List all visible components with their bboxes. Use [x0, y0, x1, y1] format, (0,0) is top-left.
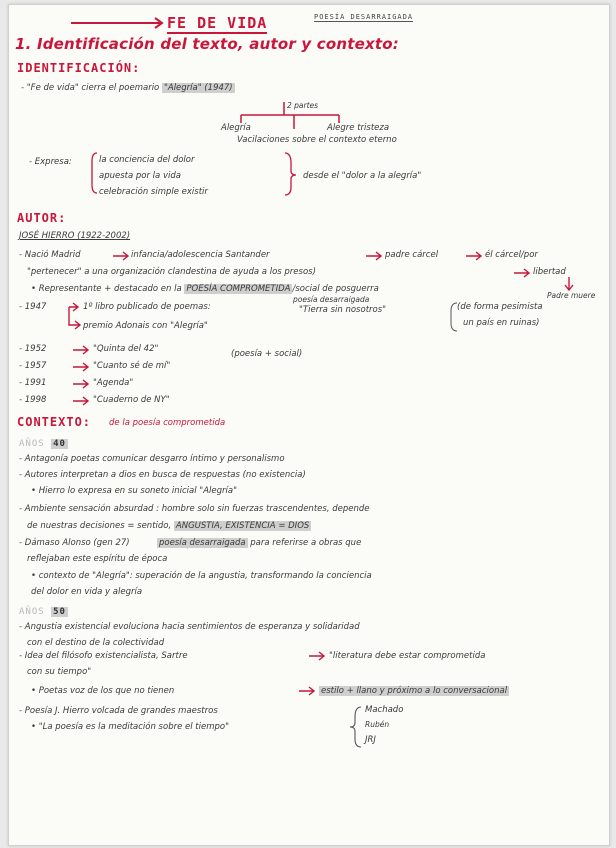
- work-year-3: - 1991: [19, 378, 47, 388]
- master-3: JRJ: [365, 735, 376, 745]
- master-2: Rubén: [365, 720, 390, 729]
- years-50-label: AÑOS 50: [19, 607, 66, 617]
- ctx-line-13: con su tiempo": [27, 667, 92, 677]
- brace-item-3: celebración simple existir: [99, 187, 208, 197]
- brace-result: desde el "dolor a la alegría": [303, 171, 422, 181]
- identificacion-heading: IDENTIFICACIÓN:: [17, 61, 141, 75]
- ctx-line-7: reflejaban este espíritu de época: [27, 554, 168, 564]
- ctx-line-11: con el destino de la colectividad: [27, 638, 165, 648]
- contexto-heading: CONTEXTO:: [17, 415, 92, 429]
- brace-item-2: apuesta por la vida: [99, 171, 181, 181]
- ctx-line-8: • contexto de "Alegría": superación de la angustia, transformando la conciencia: [31, 571, 372, 581]
- section-heading: 1. Identificación del texto, autor y contexto:: [15, 35, 399, 53]
- autor-year-1947: - 1947: [19, 302, 47, 312]
- ctx-line-4: - Ambiente sensación absurdad : hombre solo sin fuerzas trascendentes, depende: [19, 504, 370, 514]
- work-year-1: - 1952: [19, 344, 47, 354]
- autor-line-4c: (de forma pesimista: [457, 302, 543, 312]
- label-parts: 2 partes: [287, 101, 319, 110]
- ctx-line-16: • "La poesía es la meditación sobre el tiempo": [31, 722, 230, 732]
- ctx-line-1: - Antagonía poetas comunicar desgarro íntimo y personalismo: [19, 454, 285, 464]
- ctx-line-14b: estilo + llano y próximo a lo conversacional: [321, 686, 508, 696]
- autor-heading: AUTOR:: [17, 211, 67, 225]
- brace-item-1: la conciencia del dolor: [99, 155, 195, 165]
- ctx-line-3: • Hierro lo expresa en su soneto inicial "Alegría": [31, 486, 237, 496]
- autor-line-2: "pertenecer" a una organización clandestina de ayuda a los presos): [27, 267, 316, 277]
- autor-line-1b: infancia/adolescencia Santander: [131, 250, 270, 260]
- ctx-line-14a: • Poetas voz de los que no tienen: [31, 686, 175, 696]
- autor-line-3: • Representante + destacado en la POESÍA COMPROMETIDA /social de posguerra: [31, 284, 379, 294]
- autor-line-5: premio Adonais con "Alegría": [83, 321, 208, 331]
- author-name: JOSÉ HIERRO (1922-2002): [19, 231, 131, 241]
- ctx-line-5: de nuestras decisiones = sentido, ANGUSTIA, EXISTENCIA = DIOS: [27, 521, 310, 531]
- part-left: Alegría: [221, 123, 251, 133]
- page-title: FE DE VIDA: [167, 14, 268, 32]
- master-1: Machado: [365, 705, 404, 715]
- part-below: Vacilaciones sobre el contexto eterno: [237, 135, 397, 145]
- ctx-line-12b: "literatura debe estar comprometida: [329, 651, 486, 661]
- work-title-4: "Cuaderno de NY": [93, 395, 170, 405]
- expresa-label: - Expresa:: [29, 157, 72, 167]
- ctx-line-6: - Dámaso Alonso (gen 27) poesía desarraigada para referirse a obras que: [19, 538, 362, 548]
- work-title-2: "Cuanto sé de mí": [93, 361, 171, 371]
- ctx-line-12a: - Idea del filósofo existencialista, Sartre: [19, 651, 188, 661]
- ctx-line-9: del dolor en vida y alegría: [31, 587, 143, 597]
- autor-line-4d: un país en ruinas): [463, 318, 540, 328]
- autor-line-1d: él cárcel/por: [485, 250, 538, 260]
- years-40-label: AÑOS 40: [19, 439, 66, 449]
- ctx-line-10: - Angustia existencial evoluciona hacia sentimientos de esperanza y solidaridad: [19, 622, 360, 632]
- work-note: (poesía + social): [231, 349, 303, 359]
- notebook-page: [8, 4, 610, 846]
- autor-line-1a: - Nació Madrid: [19, 250, 81, 260]
- work-year-2: - 1957: [19, 361, 47, 371]
- hand-drawn-marks: [9, 5, 609, 845]
- contexto-subheading: de la poesía comprometida: [109, 418, 226, 428]
- ctx-line-2: - Autores interpretan a dios en busca de respuestas (no existencia): [19, 470, 306, 480]
- work-year-4: - 1998: [19, 395, 47, 405]
- part-right: Alegre tristeza: [327, 123, 390, 133]
- work-title-3: "Agenda": [93, 378, 134, 388]
- subject-tag: POESÍA DESARRAIGADA: [314, 13, 414, 21]
- autor-line-1c: padre cárcel: [385, 250, 439, 260]
- work-title-1: "Quinta del 42": [93, 344, 159, 354]
- autor-line-4b: "Tierra sin nosotros": [299, 305, 387, 315]
- poesia-desarraigada-note: poesía desarraigada: [293, 295, 370, 304]
- id-line-1: - "Fe de vida" cierra el poemario "Alegría" (1947): [21, 83, 233, 93]
- autor-line-4a: 1º libro publicado de poemas:: [83, 302, 211, 312]
- ctx-line-15: - Poesía J. Hierro volcada de grandes maestros: [19, 706, 218, 716]
- padre-muere: Padre muere: [547, 291, 596, 300]
- autor-line-2b: libertad: [533, 267, 566, 277]
